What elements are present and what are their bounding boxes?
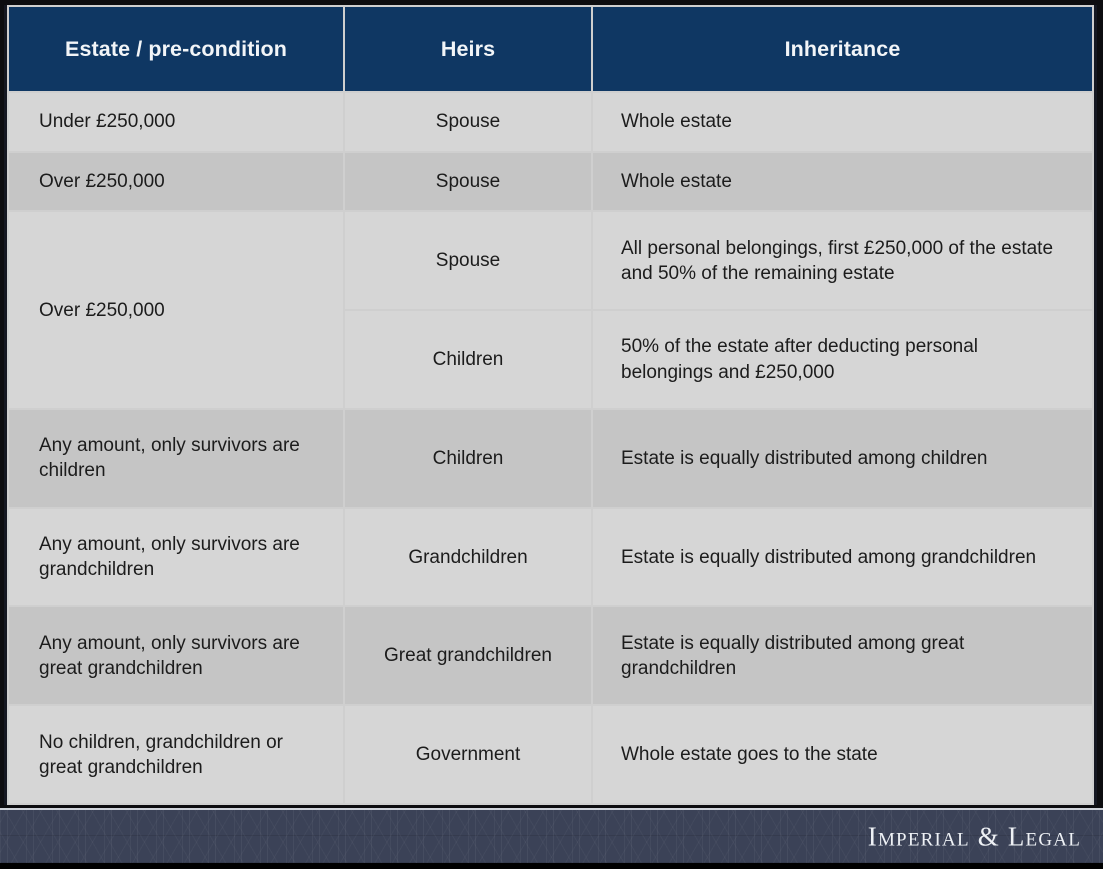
table-header xyxy=(9,7,1092,91)
cell-estate: Any amount, only survivors are great grandchildren xyxy=(9,607,343,704)
cell-estate: Any amount, only survivors are children xyxy=(9,410,343,507)
inheritance-table xyxy=(7,5,1094,805)
table-row xyxy=(9,706,1092,803)
cell-inheritance: Estate is equally distributed among children xyxy=(593,410,1092,507)
table-row xyxy=(9,509,1092,606)
footer-bar xyxy=(0,808,1103,863)
cell-inheritance: Whole estate goes to the state xyxy=(593,706,1092,803)
table-body xyxy=(9,93,1092,803)
table-row xyxy=(9,607,1092,704)
cell-inheritance: Whole estate xyxy=(593,93,1092,151)
cell-inheritance: Whole estate xyxy=(593,153,1092,211)
table-row xyxy=(9,93,1092,151)
cell-inheritance: Estate is equally distributed among great grandchildren xyxy=(593,607,1092,704)
table-row xyxy=(9,153,1092,211)
cell-estate: No children, grandchildren or great grandchildren xyxy=(9,706,343,803)
cell-heirs: Grandchildren xyxy=(345,509,591,606)
header-row xyxy=(9,7,1092,91)
cell-heirs: Children xyxy=(345,311,591,408)
cell-heirs: Great grandchildren xyxy=(345,607,591,704)
cell-estate: Over £250,000 xyxy=(9,153,343,211)
column-header-heirs: Heirs xyxy=(345,7,591,91)
cell-inheritance: Estate is equally distributed among grandchildren xyxy=(593,509,1092,606)
cell-heirs: Children xyxy=(345,410,591,507)
cell-inheritance: All personal belongings, first £250,000 of the estate and 50% of the remaining estate xyxy=(593,212,1092,309)
table-row xyxy=(9,212,1092,309)
inheritance-table-container xyxy=(4,5,1097,805)
cell-estate: Any amount, only survivors are grandchildren xyxy=(9,509,343,606)
cell-heirs: Government xyxy=(345,706,591,803)
table-row xyxy=(9,410,1092,507)
cell-estate: Under £250,000 xyxy=(9,93,343,151)
column-header-inheritance: Inheritance xyxy=(593,7,1092,91)
cell-heirs: Spouse xyxy=(345,212,591,309)
cell-heirs: Spouse xyxy=(345,93,591,151)
cell-inheritance: 50% of the estate after deducting personal belongings and £250,000 xyxy=(593,311,1092,408)
cell-estate-merged: Over £250,000 xyxy=(9,212,343,408)
column-header-estate: Estate / pre-condition xyxy=(9,7,343,91)
imperial-and-legal-logo: Imperial & Legal xyxy=(867,821,1081,851)
bottom-edge-strip xyxy=(0,863,1103,869)
cell-heirs: Spouse xyxy=(345,153,591,211)
